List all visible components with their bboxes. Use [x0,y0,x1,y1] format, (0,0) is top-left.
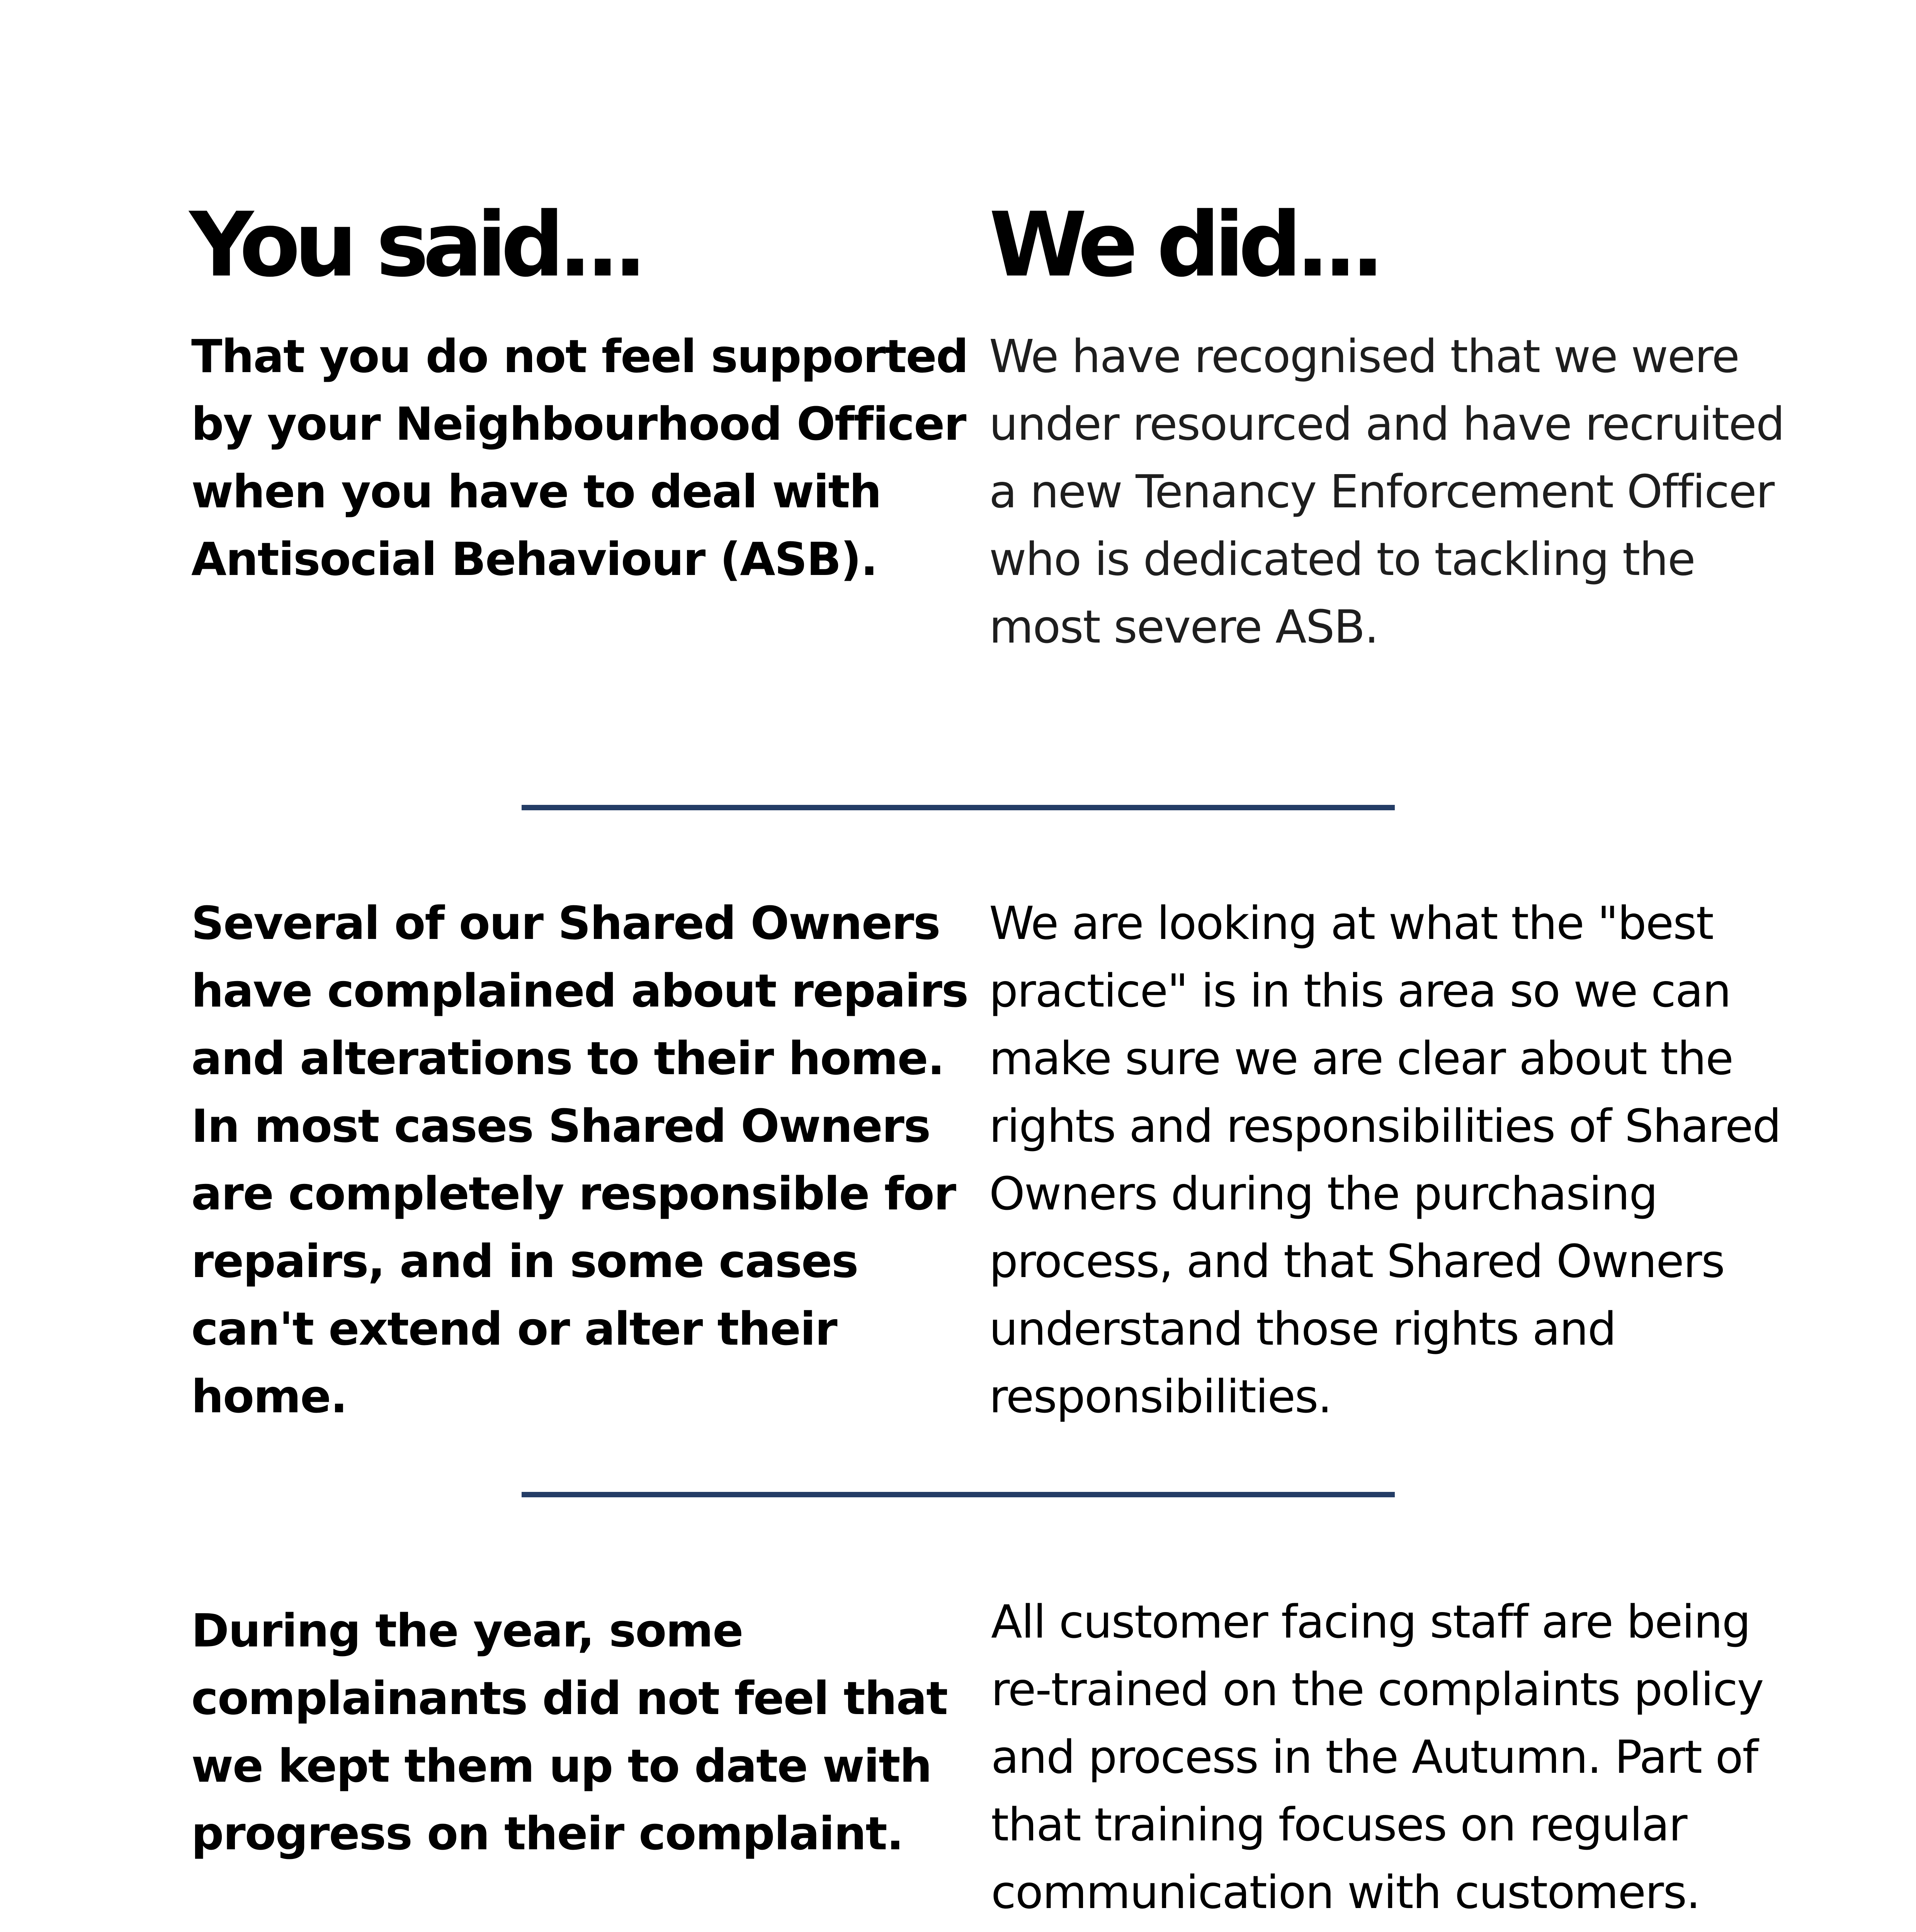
we-did-text-1: We have recognised that we were under resourced and have recruited a new Tenancy Enforcement Officer who is dedicated to tackling the most severe ASB. [989,330,1784,653]
you-said-text-3: During the year, some complainants did not feel that we kept them up to date with progress on their complaint. [191,1604,947,1860]
section-divider [522,805,1395,810]
we-did-text-2: We are looking at what the "best practice" is in this area so we can make sure we are clear about the rights and responsibilities of Shared Owners during the purchasing process, and that Shared Owners understand those rights and responsibilities. [989,896,1781,1423]
you-said-heading: You said... [189,194,641,297]
section-divider [522,1492,1395,1497]
we-did-heading: We did... [989,194,1379,297]
you-said-text-1: That you do not feel supported by your Neighbourhood Officer when you have to deal with Antisocial Behaviour (ASB). [191,330,968,586]
we-did-text-3: All customer facing staff are being re-trained on the complaints policy and process in the Autumn. Part of that training focuses on regular communication with customers. [991,1595,1763,1919]
you-said-text-2: Several of our Shared Owners have complained about repairs and alterations to their home. In most cases Shared Owners are completely responsible for repairs, and in some cases can't extend or alter their home. [191,896,968,1423]
